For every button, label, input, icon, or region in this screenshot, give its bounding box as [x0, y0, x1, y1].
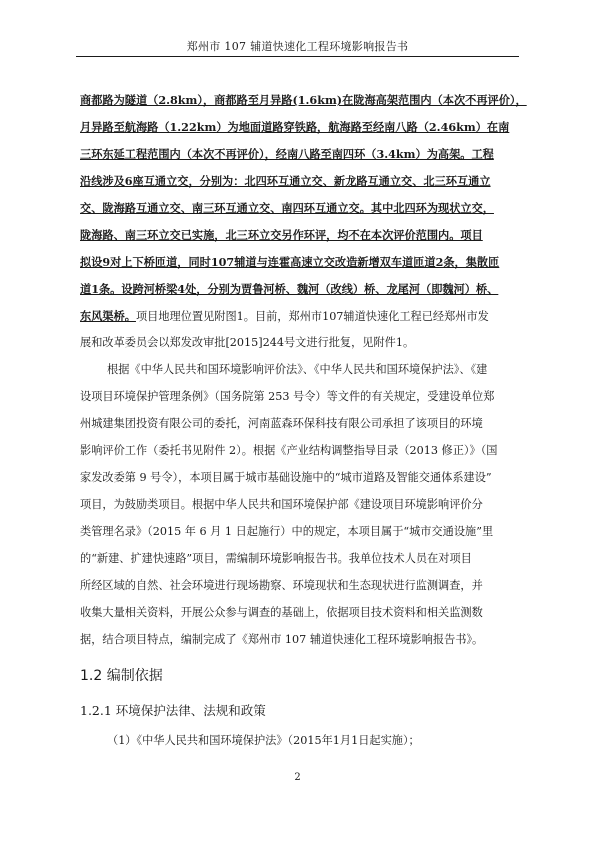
paragraph-line: 的“新建、扩建快速路”项目，需编制环境影响报告书。我单位技术人员在对项目	[80, 552, 472, 565]
section-heading: 1.2 编制依据	[80, 668, 163, 684]
paragraph-line: 项目，为鼓励类项目。根据中华人民共和国环境保护部《建设项目环境影响评价分	[80, 498, 483, 511]
paragraph-line: 家发改委第 9 号令），本项目属于城市基础设施中的“城市道路及智能交通体系建设”	[80, 471, 492, 484]
paragraph-line: 道1条。设跨河桥梁4处，分别为贾鲁河桥、魏河（改线）桥、龙尾河（即魏河）桥、	[80, 282, 499, 296]
paragraph-line: 三环东延工程范围内（本次不再评价），经南八路至南四环（3.4km）为高架。工程	[80, 147, 494, 161]
bold-text-run: 东风渠桥。	[80, 309, 136, 323]
paragraph-line: 据，结合项目特点，编制完成了《郑州市 107 辅道快速化工程环境影响报告书》。	[80, 633, 484, 646]
text-run: 项目地理位置见附图1。目前，郑州市107辅道快速化工程已经郑州市发	[135, 310, 489, 323]
paragraph-line: 交、陇海路互通立交、南三环互通立交、南四环互通立交。其中北四环为现状立交，	[80, 201, 494, 215]
law-list-item: （1）《中华人民共和国环境保护法》（2015年1月1日起实施）；	[107, 734, 420, 747]
paragraph-line: 收集大量相关资料，开展公众参与调查的基础上，依据项目技术资料和相关监测数	[80, 606, 483, 619]
paragraph-line: 州城建集团投资有限公司的委托，河南蓝森环保科技有限公司承担了该项目的环境	[80, 417, 483, 430]
subsection-heading: 1.2.1 环境保护法律、法规和政策	[80, 703, 266, 718]
paragraph-line: 所经区域的自然、社会环境进行现场勘察、环境现状和生态现状进行监测调查，并	[80, 579, 483, 592]
paragraph-line: 根据《中华人民共和国环境影响评价法》、《中华人民共和国环境保护法》、《建	[107, 363, 488, 376]
paragraph-line	[80, 309, 489, 324]
header-rule	[76, 56, 519, 57]
paragraph-line: 商都路为隧道（2.8km），商都路至月异路(1.6km)在陇海高架范围内（本次不再评价），	[80, 93, 527, 107]
running-header: 郑州市 107 辅道快速化工程环境影响报告书	[186, 40, 409, 53]
paragraph-line: 展和改革委员会以郑发改审批[2015]244号文进行批复，见附件1。	[80, 336, 415, 349]
paragraph-line: 影响评价工作（委托书见附件 2）。根据《产业结构调整指导目录（2013 修正）》（国	[80, 444, 498, 457]
paragraph-line: 设项目环境保护管理条例》（国务院第 253 号令）等文件的有关规定，受建设单位郑	[80, 390, 495, 403]
paragraph-line: 陇海路、南三环立交已实施，北三环立交另作环评，均不在本次评价范围内。项目	[80, 228, 483, 242]
paragraph-line: 拟设9对上下桥匝道，同时107辅道与连霍高速立交改造新增双车道匝道2条，集散匝	[80, 255, 500, 269]
paragraph-line: 沿线涉及6座互通立交，分别为：北四环互通立交、新龙路互通立交、北三环互通立	[80, 174, 491, 188]
paragraph-line: 月异路至航海路（1.22km）为地面道路穿铁路，航海路至经南八路（2.46km）在南	[80, 120, 510, 134]
page-number: 2	[294, 772, 301, 783]
paragraph-line: 类管理名录》（2015 年 6 月 1 日起施行）中的规定，本项目属于“城市交通设施”里	[80, 525, 494, 538]
